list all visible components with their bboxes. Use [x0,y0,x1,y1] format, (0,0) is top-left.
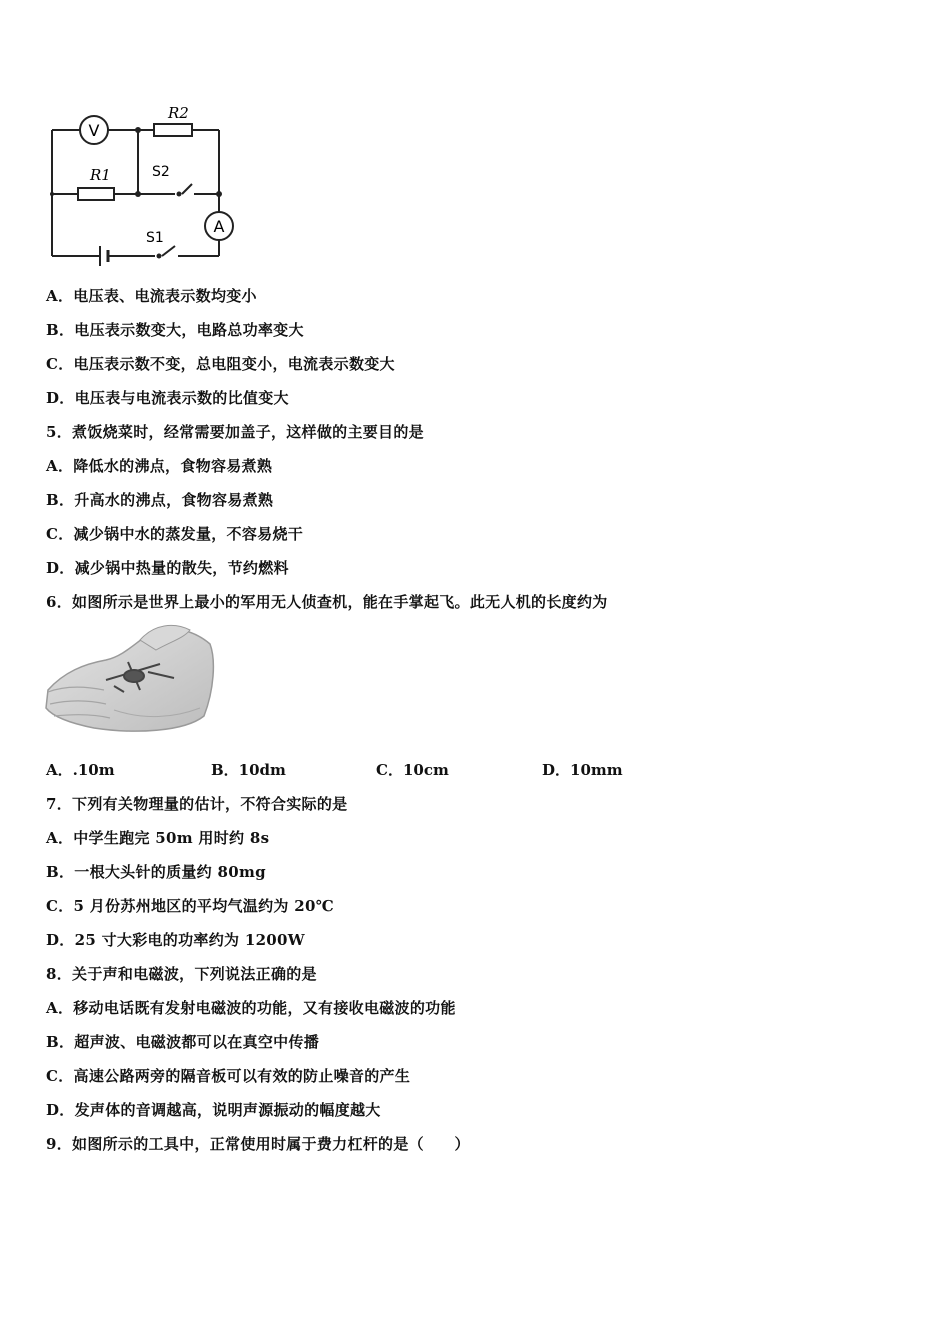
q6-option-d: D．10mm [542,761,623,779]
q8-stem: 8．关于声和电磁波，下列说法正确的是 [46,965,317,983]
q7-option-a: A．中学生跑完 50m 用时约 8s [46,829,270,847]
voltmeter-label: V [88,121,100,140]
switch-s1-pivot [157,254,162,259]
q9-stem: 9．如图所示的工具中，正常使用时属于费力杠杆的是（ ） [46,1135,470,1153]
q5-stem: 5．煮饭烧菜时，经常需要加盖子，这样做的主要目的是 [46,423,424,441]
q5-option-d: D．减少锅中热量的散失，节约燃料 [46,559,289,577]
q8-option-a: A．移动电话既有发射电磁波的功能，又有接收电磁波的功能 [46,999,456,1017]
junction-dot [135,127,141,133]
q7-option-b: B．一根大头针的质量约 80mg [46,863,266,881]
r1-label: R1 [90,166,111,184]
switch-s2-pivot [177,192,182,197]
q4-option-a: A．电压表、电流表示数均变小 [46,287,257,305]
q5-option-c: C．减少锅中水的蒸发量，不容易烧干 [46,525,304,543]
q7-stem: 7．下列有关物理量的估计，不符合实际的是 [46,795,348,813]
resistor-r1 [78,188,114,200]
circuit-diagram [42,96,252,272]
q7-option-d: D．25 寸大彩电的功率约为 1200W [46,931,305,949]
s2-label: S2 [152,164,170,180]
q6-option-a: A．.10m [46,761,115,779]
resistor-r2 [154,124,192,136]
s1-label: S1 [146,230,164,246]
q4-option-d: D．电压表与电流表示数的比值变大 [46,389,289,407]
q4-option-c: C．电压表示数不变，总电阻变小，电流表示数变大 [46,355,395,373]
junction-dot [216,191,222,197]
q5-option-a: A．降低水的沸点，食物容易煮熟 [46,457,273,475]
q7-option-c: C．5 月份苏州地区的平均气温约为 20℃ [46,897,334,915]
q6-option-c: C．10cm [376,761,449,779]
q6-stem: 6．如图所示是世界上最小的军用无人侦查机，能在手掌起飞。此无人机的长度约为 [46,593,608,611]
ammeter-label: A [213,217,225,236]
junction-dot [50,192,54,196]
q8-option-c: C．高速公路两旁的隔音板可以有效的防止噪音的产生 [46,1067,411,1085]
q6-option-b: B．10dm [211,761,286,779]
q4-option-b: B．电压表示数变大，电路总功率变大 [46,321,304,339]
q5-option-b: B．升高水的沸点，食物容易煮熟 [46,491,274,509]
junction-dot [135,191,141,197]
hand-drone-photo [44,620,216,736]
q8-option-d: D．发声体的音调越高，说明声源振动的幅度越大 [46,1101,381,1119]
r2-label: R2 [168,104,189,122]
q8-option-b: B．超声波、电磁波都可以在真空中传播 [46,1033,320,1051]
